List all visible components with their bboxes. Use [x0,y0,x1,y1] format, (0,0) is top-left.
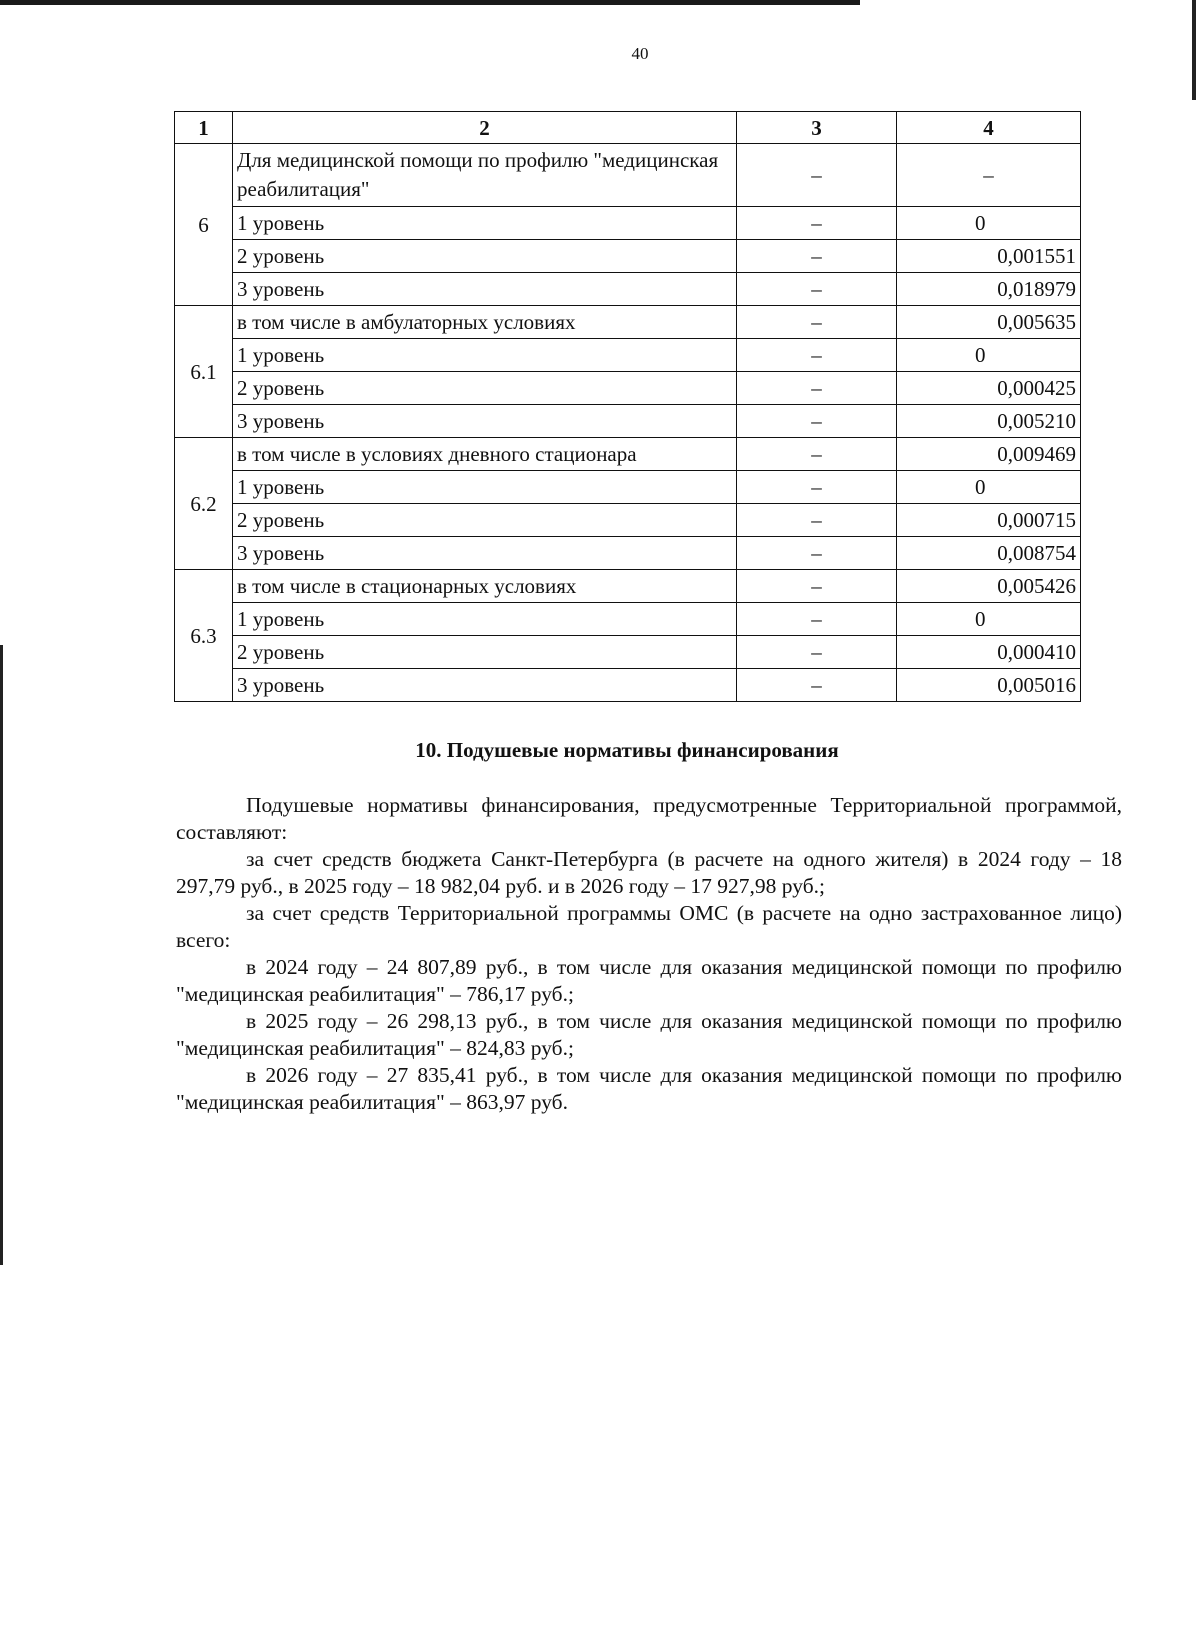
row-col4: 0,005426 [897,570,1081,603]
page-number: 40 [631,44,649,63]
row-name: 2 уровень [233,636,737,669]
table-header-row [175,112,1081,144]
row-name: 2 уровень [233,240,737,273]
row-col3: – [737,306,897,339]
header-col-4: 4 [897,112,1081,144]
section-body [176,792,1122,1116]
row-name: 3 уровень [233,669,737,702]
table-row [175,273,1081,306]
row-col3: – [737,636,897,669]
table-row [175,471,1081,504]
row-name: 1 уровень [233,339,737,372]
header-col-3: 3 [737,112,897,144]
table-row [175,570,1081,603]
paragraph: Подушевые нормативы финансирования, предусмотренные Территориальной программой, составляют: [176,793,1122,844]
row-col4: 0,001551 [897,240,1081,273]
row-col3: – [737,273,897,306]
scan-top-border [0,0,860,5]
row-col3: – [737,570,897,603]
row-number: 6.3 [175,570,233,702]
row-number: 6.1 [175,306,233,438]
row-col4: 0,005635 [897,306,1081,339]
row-name: 3 уровень [233,405,737,438]
table-row [175,405,1081,438]
table-row [175,372,1081,405]
row-col4: – [897,144,1081,207]
table-row [175,144,1081,207]
scan-left-mark [0,645,3,1265]
row-number: 6.2 [175,438,233,570]
row-col3: – [737,603,897,636]
row-col3: – [737,471,897,504]
norms-table [174,111,1081,702]
row-name: в том числе в амбулаторных условиях [233,306,737,339]
table-row [175,636,1081,669]
row-col4: 0,000715 [897,504,1081,537]
table-row [175,603,1081,636]
row-col3: – [737,144,897,207]
row-name: 3 уровень [233,273,737,306]
row-name: 2 уровень [233,504,737,537]
row-col3: – [737,537,897,570]
paragraph: за счет средств бюджета Санкт-Петербурга (в расчете на одного жителя) в 2024 году – 18 297,79 руб., в 2025 году – 18 982,04 руб. и в 2026 году – 17 927,98 руб.; [176,847,1122,898]
table-row [175,438,1081,471]
table-row [175,306,1081,339]
row-name: 2 уровень [233,372,737,405]
row-name: в том числе в стационарных условиях [233,570,737,603]
row-col4: 0,000410 [897,636,1081,669]
header-col-2: 2 [233,112,737,144]
row-col3: – [737,372,897,405]
row-name: 1 уровень [233,207,737,240]
row-number: 6 [175,144,233,306]
row-col3: – [737,504,897,537]
row-col4: 0,009469 [897,438,1081,471]
row-col3: – [737,207,897,240]
row-col4: 0 [897,207,1081,240]
row-col4: 0 [897,339,1081,372]
table-row [175,504,1081,537]
row-col3: – [737,438,897,471]
row-name: 1 уровень [233,603,737,636]
row-name: в том числе в условиях дневного стационара [233,438,737,471]
table-row [175,240,1081,273]
row-col3: – [737,240,897,273]
row-col3: – [737,405,897,438]
row-col4: 0 [897,603,1081,636]
paragraph: в 2026 году – 27 835,41 руб., в том числе для оказания медицинской помощи по профилю "медицинская реабилитация" – 863,97 руб. [176,1063,1122,1114]
section-title: 10. Подушевые нормативы финансирования [415,738,839,762]
row-col4: 0,005016 [897,669,1081,702]
row-name: 3 уровень [233,537,737,570]
row-name: Для медицинской помощи по профилю "медицинская реабилитация" [233,144,737,207]
row-col3: – [737,339,897,372]
header-col-1: 1 [175,112,233,144]
row-col3: – [737,669,897,702]
table-row [175,207,1081,240]
paragraph: за счет средств Территориальной программы ОМС (в расчете на одно застрахованное лицо) всего: [176,901,1122,952]
row-name: 1 уровень [233,471,737,504]
row-col4: 0,018979 [897,273,1081,306]
row-col4: 0,008754 [897,537,1081,570]
paragraph: в 2024 году – 24 807,89 руб., в том числе для оказания медицинской помощи по профилю "медицинская реабилитация" – 786,17 руб.; [176,955,1122,1006]
table-row [175,339,1081,372]
row-col4: 0 [897,471,1081,504]
row-col4: 0,005210 [897,405,1081,438]
table-row [175,669,1081,702]
table-row [175,537,1081,570]
paragraph: в 2025 году – 26 298,13 руб., в том числе для оказания медицинской помощи по профилю "медицинская реабилитация" – 824,83 руб.; [176,1009,1122,1060]
row-col4: 0,000425 [897,372,1081,405]
